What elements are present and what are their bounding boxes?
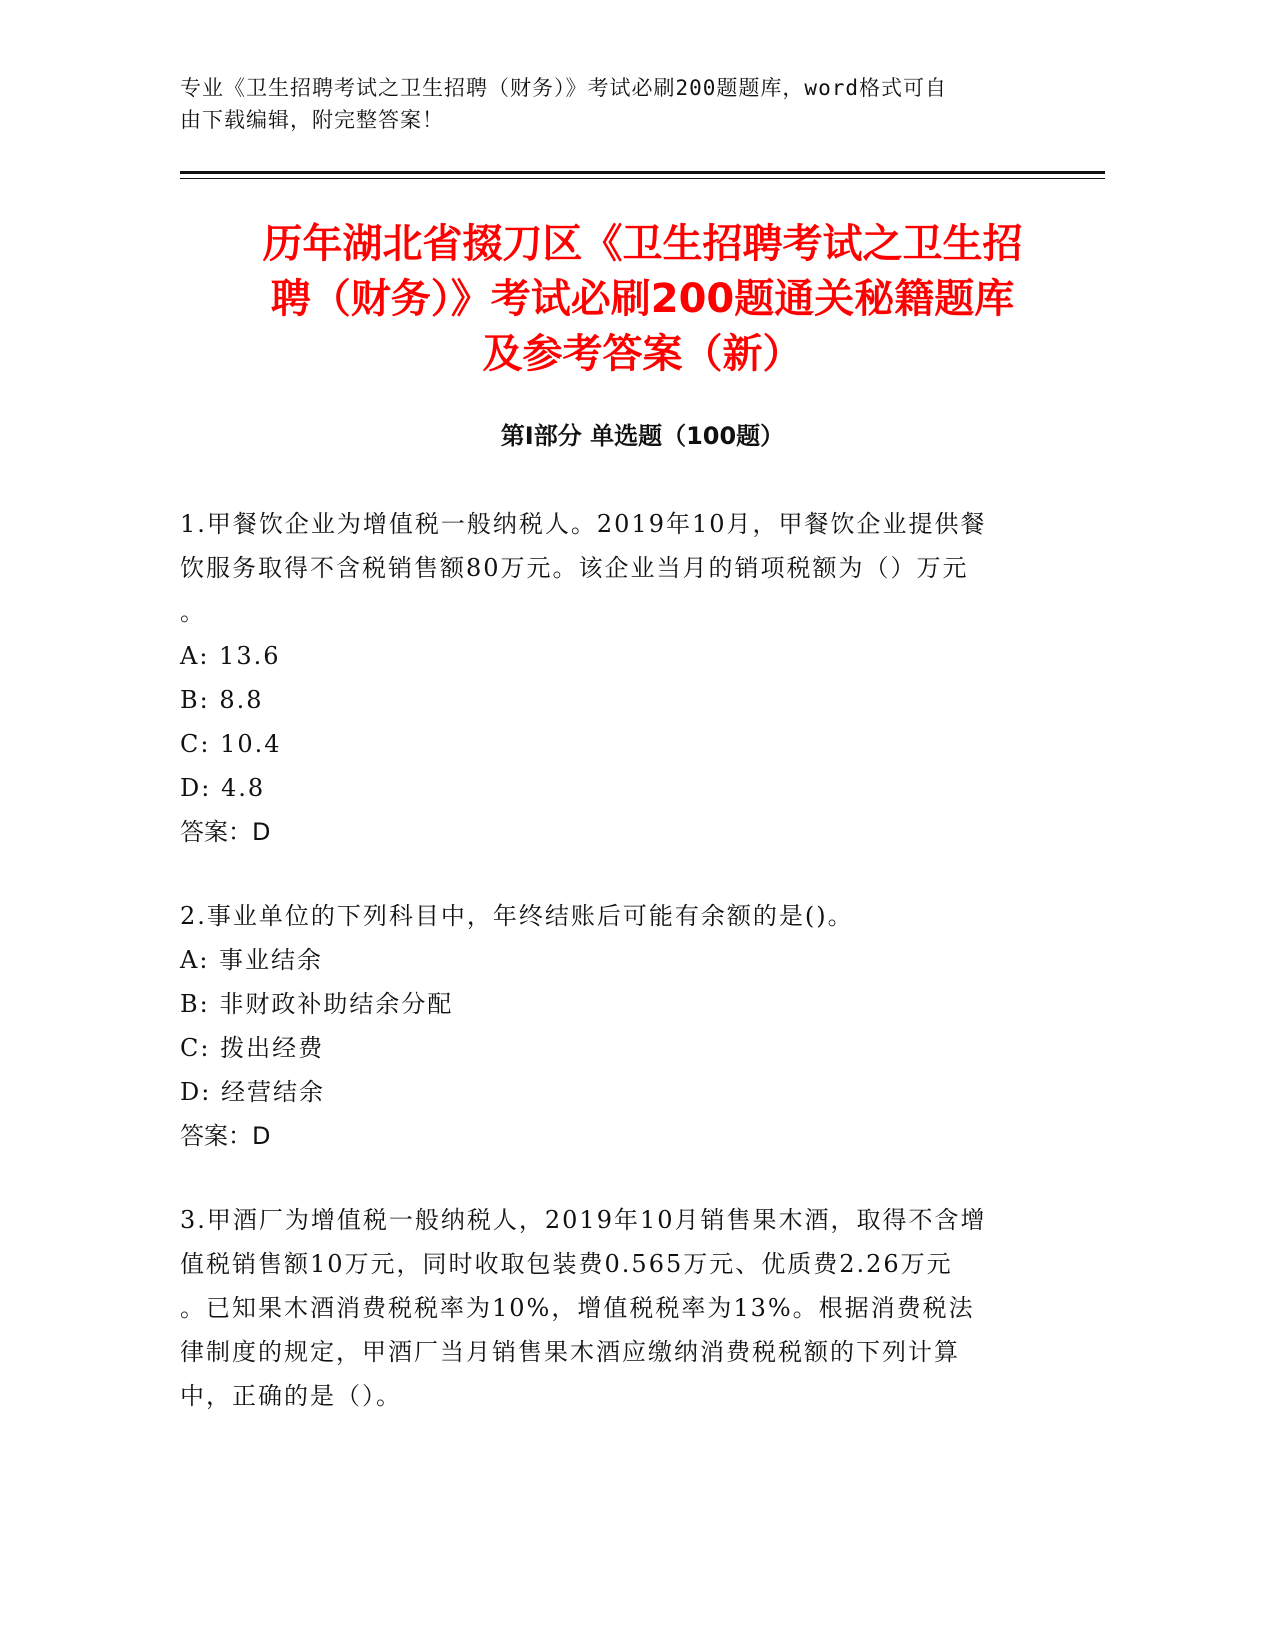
option-c: C: 拨出经费 [180, 1034, 325, 1062]
question-stem-line: 。已知果木酒消费税税率为10%，增值税税率为13%。根据消费税法 [180, 1294, 975, 1322]
header-note [180, 72, 1060, 136]
question-stem-line: 。 [180, 598, 206, 626]
question-stem-line: 1.甲餐饮企业为增值税一般纳税人。2019年10月，甲餐饮企业提供餐 [180, 510, 987, 538]
answer: 答案：D [180, 818, 271, 846]
question-stem-line: 律制度的规定，甲酒厂当月销售果木酒应缴纳消费税税额的下列计算 [180, 1338, 960, 1366]
question-stem-line: 中，正确的是（）。 [180, 1382, 402, 1410]
question-1 [180, 502, 1040, 854]
document-title [180, 217, 1105, 382]
option-d: D: 4.8 [180, 774, 266, 802]
header-note-line-2: 由下载编辑，附完整答案！ [180, 108, 444, 132]
option-d: D: 经营结余 [180, 1078, 325, 1106]
question-stem-line: 2.事业单位的下列科目中，年终结账后可能有余额的是()。 [180, 902, 854, 930]
option-a: A: 13.6 [180, 642, 281, 670]
document-title-line-1: 历年湖北省掇刀区《卫生招聘考试之卫生招 [262, 221, 1023, 267]
question-stem-line: 值税销售额10万元，同时收取包装费0.565万元、优质费2.26万元 [180, 1250, 953, 1278]
header-rule-thin [180, 178, 1105, 179]
answer: 答案：D [180, 1122, 271, 1150]
question-stem-line: 饮服务取得不含税销售额80万元。该企业当月的销项税额为（）万元 [180, 554, 969, 582]
section-title: 第I部分 单选题（100题） [500, 422, 785, 450]
option-c: C: 10.4 [180, 730, 282, 758]
document-title-line-3: 及参考答案（新） [482, 331, 803, 377]
document-title-line-2: 聘（财务）》考试必刷200题通关秘籍题库 [270, 276, 1015, 322]
header-note-line-1: 专业《卫生招聘考试之卫生招聘（财务）》考试必刷200题题库，word格式可自 [180, 76, 947, 100]
option-b: B: 非财政补助结余分配 [180, 990, 454, 1018]
question-3 [180, 1198, 1040, 1418]
option-b: B: 8.8 [180, 686, 264, 714]
question-stem-line: 3.甲酒厂为增值税一般纳税人，2019年10月销售果木酒，取得不含增 [180, 1206, 987, 1234]
option-a: A: 事业结余 [180, 946, 324, 974]
header-rule-thick [180, 171, 1105, 174]
question-2 [180, 894, 1040, 1158]
